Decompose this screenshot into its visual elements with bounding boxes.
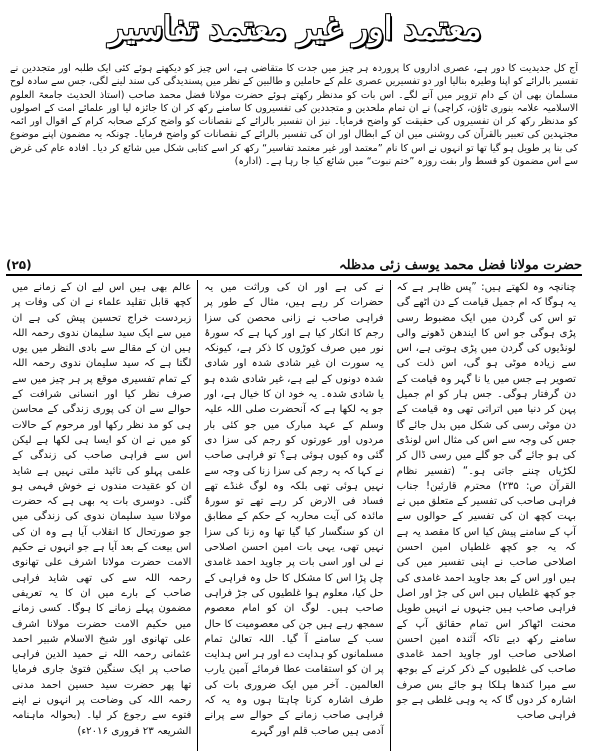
column-text: نے کی ہے اور ان کی وراثت میں یہ حضرات کر رہے ہیں، مثال کے طور پر فراہی صاحب نے زانی محصن کی سزا رجم کا انکار کیا ہے اور کہا ہے کہ سورۂ نور میں صرف کوڑوں کا ذکر ہے، کیونکہ یہ سورت ان غیر شادی شدہ اور شادی شدہ دونوں کے لیے ہے، غیر شادی شدہ ہو یا شادی شدہ۔ یہ خود ان کا خیال ہے، اور جو یہ لکھا ہے کہ آنحضرت صلی اللہ علیہ وسلم کے عہد مبارک میں جو کئی بار مردوں اور عورتوں کو رجم کی سزا دی گئی وہ کیوں ہوئی ہے؟ تو فراہی صاحب نے کہا کہ یہ رجم کی سزا زنا کی وجہ سے نہیں ہوئی تھی بلکہ وہ لوگ غنڈے تھے فساد فی الارض کر رہے تھے تو سورۂ مائدہ کی آیت محاربہ کے حکم کے مطابق ان کو سنگسار کیا گیا تھا وہ زنا کی سزا نہیں تھی، یہی بات امین احسن اصلاحی نے لی اور اسی بات پر جاوید احمد غامدی چل پڑا اس کا مشکل کا حل وہ فراہی کے حل کیا، معلوم ہوا غلطیوں کی جڑ فراہی صاحب ہیں۔ لوگ ان کو امام معصوم سمجھ رہے ہیں جن کی معصومیت کا حال سب کے سامنے آ گیا۔ اللہ تعالیٰ تمام مسلمانوں کو ہدایت دے اور ہر اس ہدایت پر ان کو استقامت عطا فرمائے آمین یارب العالمین۔ آخر میں ایک ضروری بات کی طرف اشارہ کرنا چاہتا ہوں وہ یہ کہ فراہی صاحب زمانے کے حوالے سے پرانے آدمی ہیں صاحب قلم اور گہرے [204,282,384,737]
byline-bar [6,256,582,276]
column-text: عالم بھی ہیں اس لیے ان کے زمانے میں کچھ قابل تقلید علماء نے ان کی وفات پر زبردست خراج تحسین پیش کی ہے ان میں سے ایک سید سلیمان ندوی رحمہ اللہ ہیں ان کے مقالے سے بادی النظر میں یوں لگتا ہے کہ سید سلیمان ندوی رحمہ اللہ کے تمام تفسیری موقع پر ہر چیز میں سے صرف نظر کیا اور انسانی شرافت کے حوالے سے ان کی پوری زندگی کے محاسن ہی کو مد نظر رکھا اور مرحوم کے حالات کو میں نے ان کو ایسا ہی لکھا ہے لیکن اس سے فراہی صاحب کی زندگی کے علمی پہلو کی تائید ملتی نہیں ہے شاید ان کو عقیدت مندوں نے خوش فہمی ہو گئی۔ دوسری بات یہ بھی ہے کہ حضرت مولانا سید سلیمان ندوی کی زندگی میں جو صورتحال کا انقلاب آیا ہے وہ ان کی اس بیعت کے بعد آیا ہے جو انہوں نے حکیم الامت حضرت مولانا اشرف علی تھانوی رحمہ اللہ سے کی تھی شاید فراہی صاحب کے بارے میں ان کا یہ تعریفی مضمون پہلے زمانے کا ہوگا۔ کسی زمانے میں حکیم الامت حضرت مولانا اشرف علی تھانوی اور شیخ الاسلام شبیر احمد عثمانی رحمہ اللہ نے حمید الدین فراہی صاحب پر ایک سنگین فتویٰ جاری فرمایا تھا پھر حضرت سید حسین احمد مدنی رحمہ اللہ کی وضاحت پر انہوں نے اپنے فتوے سے رجوع کر لیا۔ (بحوالہ ماہنامہ الشریعہ ۲۳ فروری ۲۰۱۶ء) [12,282,192,737]
episode-number: (۲۵) [6,258,32,272]
article-title: معتمد اور غیر معتمد تفاسیر [108,9,482,47]
column-middle [197,280,389,751]
article-columns [6,280,582,751]
column-text: چنانچہ وہ لکھتے ہیں: ”پس ظاہر ہے کہ یہ ہوگا کہ ام جمیل قیامت کے دن اٹھے گی تو اس کی گردن میں ایک مضبوط رسی پڑی ہوگی جو اس کا ایندھن ڈھونے والی لونڈیوں کی گردن میں پڑی ہوتی ہے، اس سے زیادہ موٹی ہو گی، اس ذلت کی تصویر ہے جس میں یا نا گہر وہ قیامت کے دن گرفتار ہوگی۔ جس ہار کو ام جمیل پہن کر دنیا میں اتراتی تھی وہ قیامت کے دن موٹی رسی کی شکل میں بدل جائے گا جس کی وجہ سے اس کی مثال اس لونڈی کی ہو جائے گی جو گلے میں رسی ڈال کر لکڑیاں چننے جاتی ہو۔“ (تفسیر نظام القرآن ص: ۲۳۵) محترم قارئین! جناب فراہی صاحب کی تفسیر کے متعلق میں نے بہت کچھ ان کی تفسیر کے حوالوں سے آپ کے سامنے پیش کیا اس کا مقصد یہ ہے کہ یہ جو کچھ غلطیاں امین احسن اصلاحی صاحب نے اپنی تفسیر میں کی ہیں اور اس کے بعد جاوید احمد غامدی کی جو کچھ غلطیاں ہیں اس کی جڑ اور اصل فراہی صاحب ہیں جنہوں نے انہیں طویل محنت اٹھاکر اس تمام حقائق آپ کے سامنے رکھ دیے تاکہ آئندہ امین احسن اصلاحی صاحب اور جاوید احمد غامدی صاحب کی غلطیوں کے ذکر کرنے کے بوجھ سے میرا کندھا ہلکا ہو جائے بس صرف اشارہ کر دوں گا کہ یہ وہی غلطی ہے جو فراہی صاحب [396,282,577,722]
column-right [390,280,582,751]
column-left [6,280,197,751]
editor-intro: آج کل جدیدیت کا دور ہے، عصری اداروں کا پروردہ ہر چیز میں جدت کا متقاضی ہے، اس چیز کو دیکھتے ہوئے کئی ایک طلبہ اور متجددین نے تفسیر بالرائے کو اپنا وطیرہ بنالیا اور دو تفسیریں عصری علم کے حاملین و طالبین کے نظر میں پسندیدگی کی سند لینے لگی، جس سے سادہ لوح مسلمان بھی ان کے دام تزویر میں آنے لگے۔ اس بات کو مدنظر رکھتے ہوئے حضرت مولانا فضل محمد صاحب (استاذ الحدیث جامعۃ العلوم الاسلامیہ علامہ بنوری ٹاؤن، کراچی) نے ان تمام ملحدین و متجددین کی تفسیروں کا سامنے رکھ کر ان کا جائزہ لیا اور علمائے امت کے اصولوں کو مدنظر رکھ کر ان تفسیروں کی حقیقت کو واضح فرمایا۔ نیز ان تفسیر بالرائے کے نقصانات کو واضح کرکے صحابہ کرام کے اقوال اور ائمہ مجتہدین کی تعبیر بالقرآن کی روشنی میں ان کے ابطال اور ان کی تفسیر بالرائے کے نقصانات کو واضح فرمایا۔ چونکہ یہ مضمون اپنے موضوع کی بنا پر طویل ہو گیا تھا تو انہوں نے اس کا نام ”معتمد اور غیر معتمد تفاسیر“ رکھ کر اسے کتابی شکل میں شائع کر دیا۔ افادہ عام کی غرض سے اس مضمون کو قسط وار بفت روزہ ”ختم نبوت“ میں شائع کیا جا رہا ہے۔ (ادارہ) [10,63,578,168]
author-name: حضرت مولانا فضل محمد یوسف زئی مدظلہ [338,257,582,273]
